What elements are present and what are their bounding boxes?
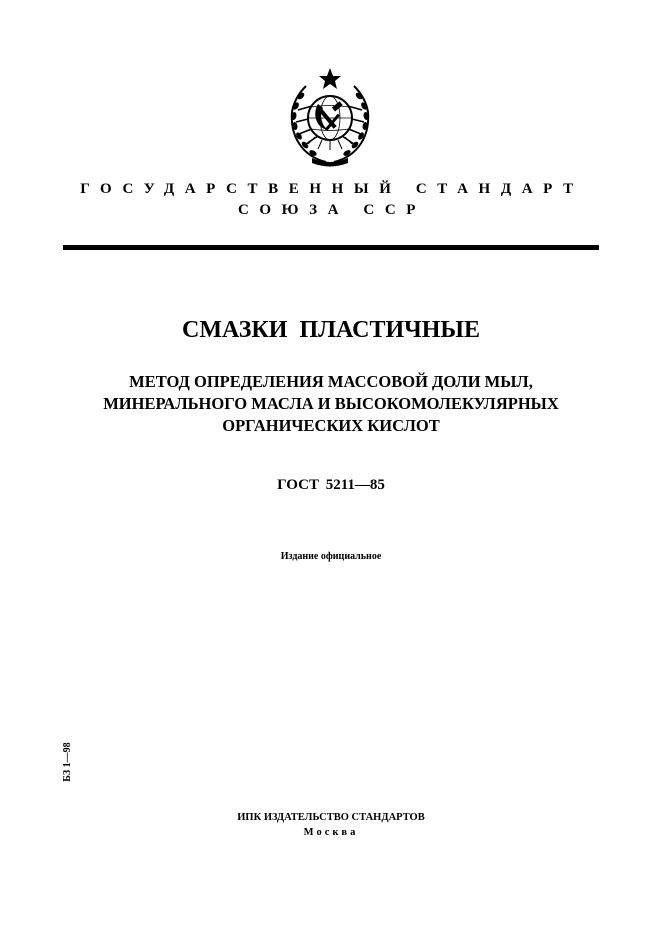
subtitle-line: ОРГАНИЧЕСКИХ КИСЛОТ <box>222 416 440 435</box>
side-code: БЗ 1—98 <box>62 742 73 782</box>
page-title: СМАЗКИ ПЛАСТИЧНЫЕ <box>181 317 480 343</box>
ussr-coat-of-arms-icon <box>282 66 378 170</box>
header-ussr: СОЮЗА ССР <box>237 202 427 218</box>
header-state-standard: ГОСУДАРСТВЕННЫЙ СТАНДАРТ <box>80 181 584 197</box>
edition-label: Издание официальное <box>280 551 382 562</box>
subtitle-line: МИНЕРАЛЬНОГО МАСЛА И ВЫСОКОМОЛЕКУЛЯРНЫХ <box>103 394 559 413</box>
standard-number: ГОСТ 5211—85 <box>277 477 385 493</box>
horizontal-rule <box>63 245 599 250</box>
subtitle <box>62 371 600 437</box>
publisher: ИПК ИЗДАТЕЛЬСТВО СТАНДАРТОВ <box>237 812 425 823</box>
city: Москва <box>303 827 359 838</box>
subtitle-line: МЕТОД ОПРЕДЕЛЕНИЯ МАССОВОЙ ДОЛИ МЫЛ, <box>129 372 533 391</box>
